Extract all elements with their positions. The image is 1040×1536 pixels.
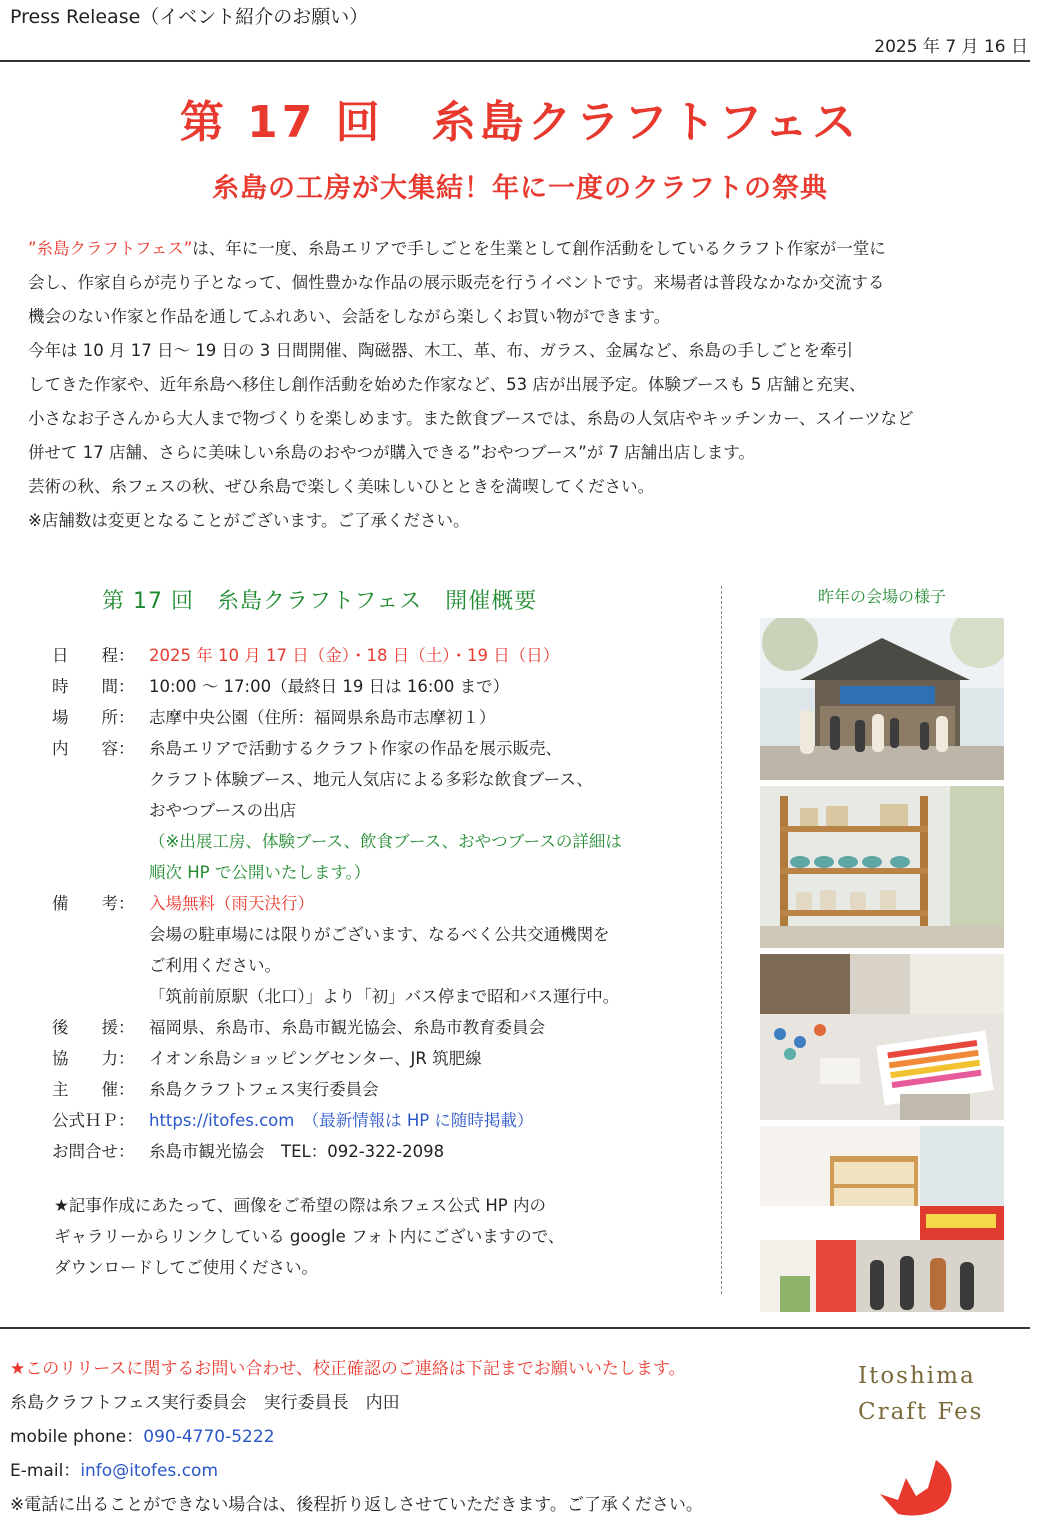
- contact-headline: ★このリリースに関するお問い合わせ、校正確認のご連絡は下記までお願いいたします。: [10, 1359, 686, 1379]
- venue-photo-crafts: [760, 786, 1004, 948]
- column-divider: [721, 586, 722, 1294]
- dates-value: 2025 年 10 月 17 日（金）・18 日（土）・19 日（日）: [149, 646, 560, 665]
- homepage-label: 公式ＨＰ：: [52, 1111, 135, 1130]
- overview-row-cooperation: [52, 1043, 692, 1074]
- overview-row-host: [52, 1074, 692, 1105]
- itoshima-craft-fes-logo: [858, 1358, 998, 1430]
- image-request-note: [54, 1190, 694, 1283]
- support-label: 後 援：: [52, 1018, 135, 1037]
- content-note-line: 順次 HP で公開いたします。）: [149, 863, 371, 882]
- top-rule: [0, 60, 1030, 62]
- remarks-line: ご利用ください。: [149, 956, 281, 975]
- note-line: ギャラリーからリンクしている google フォト内にございますので、: [54, 1227, 565, 1246]
- intro-event-name: ”糸島クラフトフェス”: [28, 239, 193, 258]
- overview-row-inquiry: [52, 1136, 692, 1167]
- overview-title: 第 17 回 糸島クラフトフェス 開催概要: [102, 589, 538, 614]
- contact-block: [10, 1352, 840, 1522]
- note-line: ★記事作成にあたって、画像をご希望の際は糸フェス公式 HP 内の: [54, 1196, 546, 1215]
- contact-organization: 糸島クラフトフェス実行委員会 実行委員長 内田: [10, 1393, 400, 1413]
- inquiry-label: お問合せ：: [52, 1142, 135, 1161]
- host-label: 主 催：: [52, 1080, 135, 1099]
- intro-line-9: ※店舗数は変更となることがございます。ご了承ください。: [28, 511, 470, 530]
- intro-paragraph: [28, 232, 1018, 538]
- overview-row-homepage: [52, 1105, 692, 1136]
- phone-link[interactable]: 090-4770-5222: [143, 1427, 275, 1447]
- intro-line-3: 機会のない作家と作品を通してふれあい、会話をしながら楽しくお買い物ができます。: [28, 307, 671, 326]
- phone-label: mobile phone：: [10, 1427, 144, 1447]
- overview-row-remarks: [52, 888, 692, 919]
- venue-photo-food: [760, 1126, 1004, 1312]
- content-line: 糸島エリアで活動するクラフト作家の作品を展示販売、: [149, 739, 562, 758]
- press-release-label: Press Release（イベント紹介のお願い）: [10, 6, 369, 28]
- release-date: 2025 年 7 月 16 日: [874, 37, 1028, 57]
- remarks-line: 「筑前前原駅（北口）」より「初」バス停まで昭和バス運行中。: [149, 987, 620, 1006]
- content-label: 内 容：: [52, 739, 135, 758]
- content-line: おやつブースの出店: [149, 801, 297, 820]
- time-value: 10:00 ～ 17:00（最終日 19 日は 16:00 まで）: [149, 677, 510, 696]
- event-overview: [52, 640, 692, 1167]
- free-admission-note: 入場無料（雨天決行）: [149, 894, 314, 913]
- page-title: 第 17 回 糸島クラフトフェス: [179, 97, 861, 148]
- intro-line-2: 会し、作家自らが売り子となって、個性豊かな作品の展示販売を行うイベントです。来場者は普段なかなか交流する: [28, 273, 885, 292]
- intro-line-8: 芸術の秋、糸フェスの秋、ぜひ糸島で楽しく美味しいひとときを満喫してください。: [28, 477, 655, 496]
- venue-photo-workshop-image: [760, 954, 1004, 1120]
- page-subtitle: 糸島の工房が大集結！年に一度のクラフトの祭典: [212, 173, 828, 204]
- intro-line-7: 併せて 17 店舗、さらに美味しい糸島のおやつが購入できる”おやつブース”が 7 店舗出店します。: [28, 443, 755, 462]
- host-value: 糸島クラフトフェス実行委員会: [149, 1080, 379, 1099]
- venue-photo-workshop: [760, 954, 1004, 1120]
- inquiry-value: 糸島市観光協会 TEL：092-322-2098: [149, 1142, 445, 1161]
- overview-row-support: [52, 1012, 692, 1043]
- dates-label: 日 程：: [52, 646, 135, 665]
- intro-line-1: ”糸島クラフトフェス”は、年に一度、糸島エリアで手しごとを生業として創作活動をしているクラフト作家が一堂に: [28, 239, 886, 258]
- intro-line-6: 小さなお子さんから大人まで物づくりを楽しめます。また飲食ブースでは、糸島の人気店やキッチンカー、スイーツなど: [28, 409, 914, 428]
- place-label: 場 所：: [52, 708, 135, 727]
- time-label: 時 間：: [52, 677, 135, 696]
- note-line: ダウンロードしてご使用ください。: [54, 1258, 318, 1277]
- gallery-title: 昨年の会場の様子: [817, 587, 946, 606]
- remarks-label: 備 考：: [52, 894, 135, 913]
- venue-photo-entrance-image: [760, 618, 1004, 780]
- overview-row-place: [52, 702, 692, 733]
- venue-photo-food-image: [760, 1126, 1004, 1312]
- place-value: 志摩中央公園（住所：福岡県糸島市志摩初１）: [149, 708, 496, 727]
- content-note-line: （※出展工房、体験ブース、飲食ブース、おやつブースの詳細は: [149, 832, 622, 851]
- content-line: クラフト体験ブース、地元人気店による多彩な飲食ブース、: [149, 770, 593, 789]
- contact-footnote: ※電話に出ることができない場合は、後程折り返しさせていただきます。ご了承ください。: [10, 1495, 703, 1515]
- email-label: E-mail：: [10, 1461, 81, 1481]
- contact-email-row: [10, 1454, 840, 1488]
- venue-photo-entrance: [760, 618, 1004, 780]
- overview-row-dates: [52, 640, 692, 671]
- overview-row-content: [52, 733, 692, 764]
- homepage-link[interactable]: https://itofes.com （最新情報は HP に随時掲載）: [149, 1111, 534, 1130]
- logo-text-line-2: Craft Fes: [858, 1399, 984, 1425]
- venue-photo-crafts-image: [760, 786, 1004, 948]
- intro-line-5: してきた作家や、近年糸島へ移住し創作活動を始めた作家など、53 店が出展予定。体験ブースも 5 店舗と充実、: [28, 375, 866, 394]
- overview-row-time: [52, 671, 692, 702]
- bottom-rule: [0, 1327, 1030, 1329]
- contact-phone-row: [10, 1420, 840, 1454]
- cooperation-value: イオン糸島ショッピングセンター、JR 筑肥線: [149, 1049, 482, 1068]
- bird-logo-icon: [876, 1450, 976, 1520]
- email-link[interactable]: info@itofes.com: [80, 1461, 218, 1481]
- logo-text-line-1: Itoshima: [858, 1363, 976, 1389]
- support-value: 福岡県、糸島市、糸島市観光協会、糸島市教育委員会: [149, 1018, 545, 1037]
- cooperation-label: 協 力：: [52, 1049, 135, 1068]
- remarks-line: 会場の駐車場には限りがございます、なるべく公共交通機関を: [149, 925, 610, 944]
- intro-line-4: 今年は 10 月 17 日～ 19 日の 3 日間開催、陶磁器、木工、革、布、ガラス、金属など、糸島の手しごとを牽引: [28, 341, 853, 360]
